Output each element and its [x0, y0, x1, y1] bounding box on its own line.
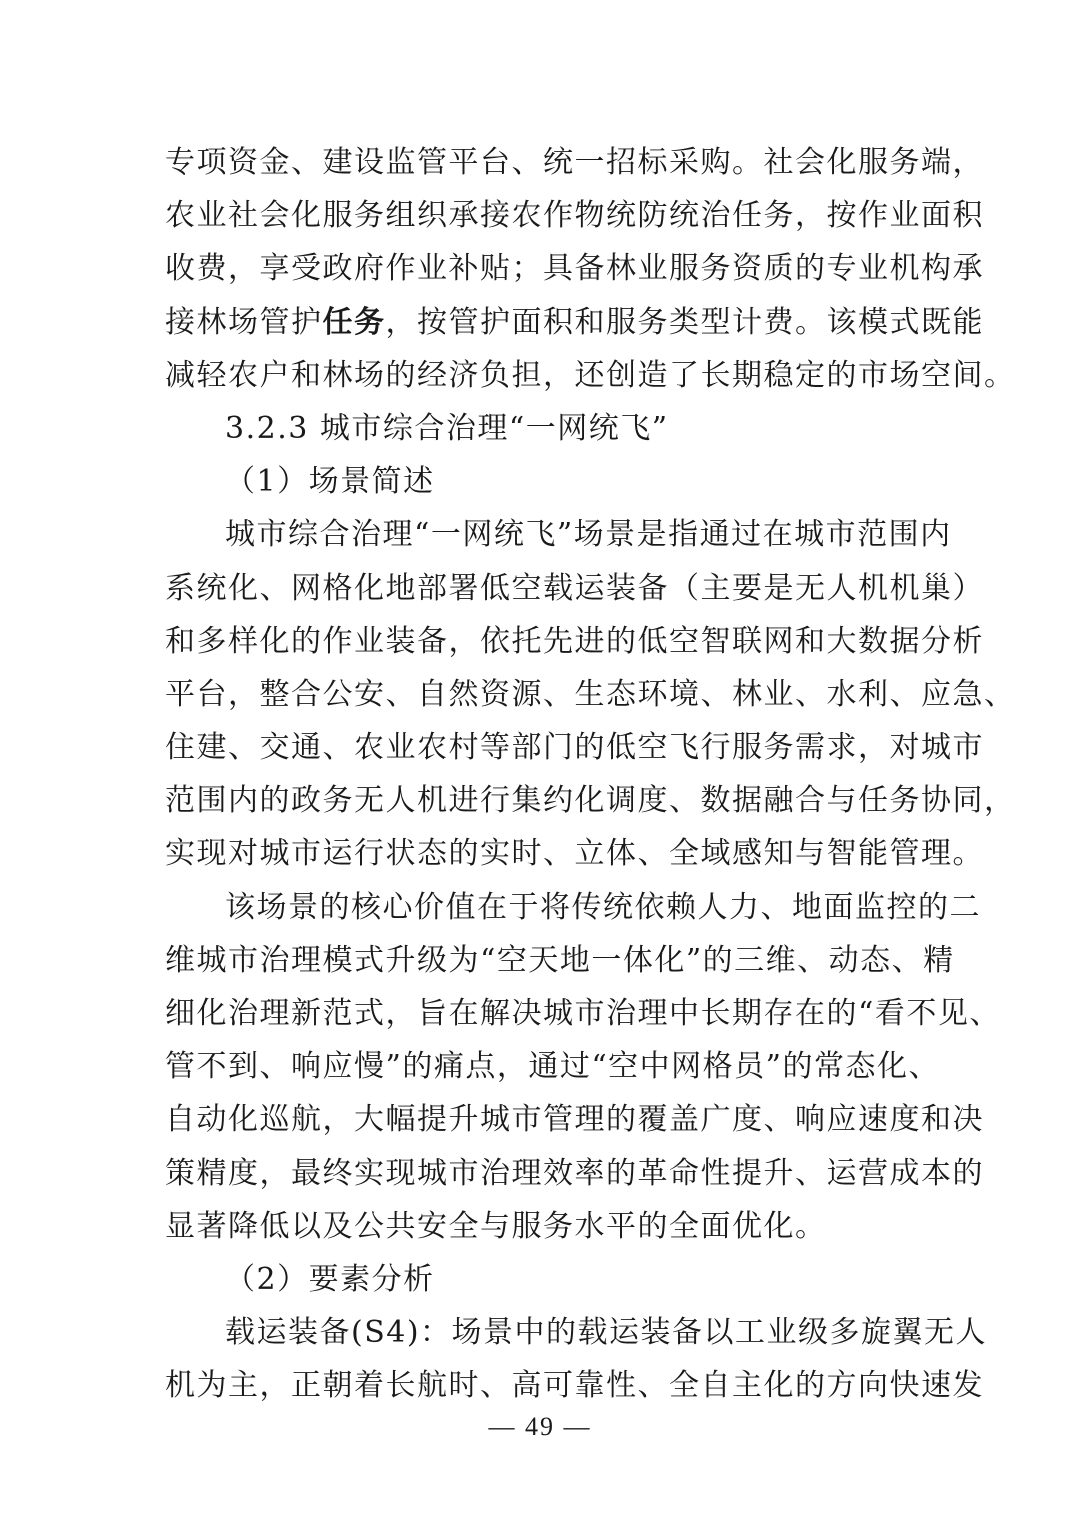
page-number: — 49 — [488, 1412, 592, 1441]
text-line: 城市综合治理“一网统飞”场景是指通过在城市范围内 [225, 517, 952, 553]
text-line: 农业社会化服务组织承接农作物统防统治任务，按作业面积 [165, 198, 984, 234]
text-line: 自动化巡航，大幅提升城市管理的覆盖广度、响应速度和决 [165, 1102, 984, 1138]
text-line: 显著降低以及公共安全与服务水平的全面优化。 [165, 1208, 827, 1244]
text-run: 接林场管护 [165, 304, 323, 340]
text-line [165, 296, 984, 349]
text-line: 载运装备(S4)：场景中的载运装备以工业级多旋翼无人 [225, 1315, 988, 1351]
text-line: 收费，享受政府作业补贴；具备林业服务资质的专业机构承 [165, 251, 984, 287]
section-heading: 3.2.3 城市综合治理“一网统飞” [225, 410, 669, 446]
text-line: 策精度，最终实现城市治理效率的革命性提升、运营成本的 [165, 1155, 984, 1191]
text-line: 和多样化的作业装备，依托先进的低空智联网和大数据分析 [165, 623, 984, 659]
text-line: 管不到、响应慢”的痛点，通过“空中网格员”的常态化、 [165, 1049, 941, 1085]
text-line: 实现对城市运行状态的实时、立体、全域感知与智能管理。 [165, 836, 984, 872]
text-line: 该场景的核心价值在于将传统依赖人力、地面监控的二 [225, 889, 981, 925]
text-run: ，按管护面积和服务类型计费。该模式既能 [385, 304, 984, 340]
text-line: 减轻农户和林场的经济负担，还创造了长期稳定的市场空间。 [165, 357, 1016, 393]
bold-text-run: 任务 [322, 304, 386, 340]
subsection-heading: （1）场景简述 [225, 464, 435, 500]
text-line: 平台，整合公安、自然资源、生态环境、林业、水利、应急、 [165, 676, 1016, 712]
text-line: 系统化、网格化地部署低空载运装备（主要是无人机机巢） [165, 570, 984, 606]
text-line: 维城市治理模式升级为“空天地一体化”的三维、动态、精 [165, 942, 955, 978]
text-line: 专项资金、建设监管平台、统一招标采购。社会化服务端， [165, 145, 984, 180]
text-line: 机为主，正朝着长航时、高可靠性、全自主化的方向快速发 [165, 1368, 984, 1404]
text-line: 范围内的政务无人机进行集约化调度、数据融合与任务协同， [165, 783, 1016, 819]
text-line: 细化治理新范式，旨在解决城市治理中长期存在的“看不见、 [165, 996, 1001, 1031]
body-text [165, 136, 1016, 1413]
subsection-heading: （2）要素分析 [225, 1261, 435, 1297]
text-line: 住建、交通、农业农村等部门的低空飞行服务需求，对城市 [165, 730, 984, 766]
